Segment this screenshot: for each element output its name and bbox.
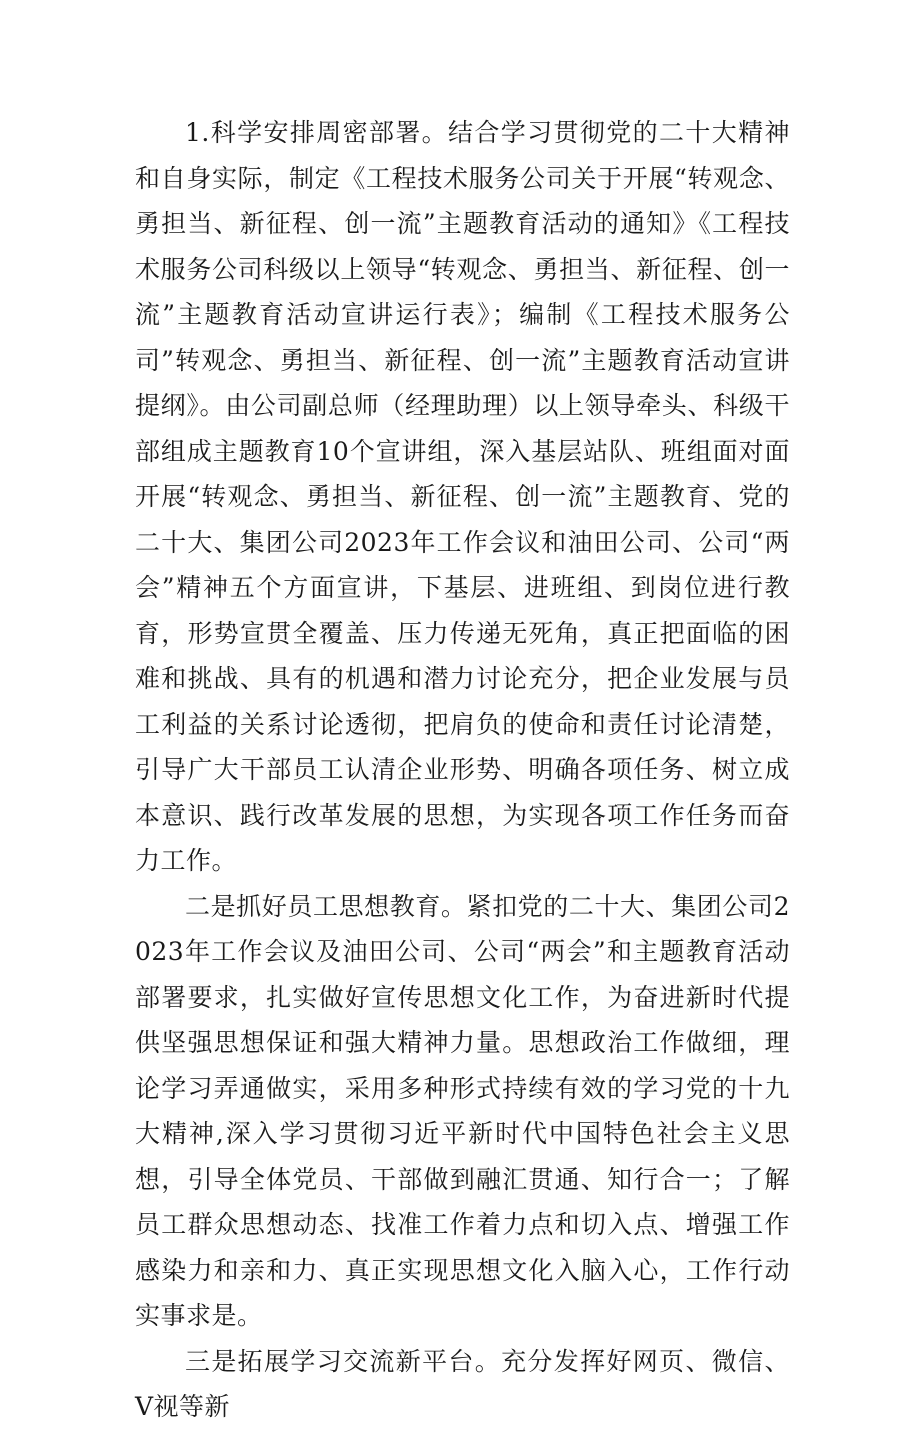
paragraph-deployment: 1.科学安排周密部署。结合学习贯彻党的二十大精神和自身实际，制定《工程技术服务公司关于开展“转观念、勇担当、新征程、创一流”主题教育活动的通知》《工程技术服务公司科级以上领导“转观念、勇担当、新征程、创一流”主题教育活动宣讲运行表》；编制《工程技术服务公司”转观念、勇担当、新征程、创一流”主题教育活动宣讲提纲》。由公司副总师（经理助理）以上领导牵头、科级干部组成主题教育10个宣讲组，深入基层站队、班组面对面开展“转观念、勇担当、新征程、创一流”主题教育、党的二十大、集团公司2023年工作会议和油田公司、公司“两会”精神五个方面宣讲，下基层、进班组、到岗位进行教育，形势宣贯全覆盖、压力传递无死角，真正把面临的困难和挑战、具有的机遇和潜力讨论充分，把企业发展与员工利益的关系讨论透彻，把肩负的使命和责任讨论清楚，引导广大干部员工认清企业形势、明确各项任务、树立成本意识、践行改革发展的思想，为实现各项工作任务而奋力工作。 bbox=[135, 118, 790, 875]
document-body bbox=[135, 110, 790, 1430]
paragraph-thought-education: 二是抓好员工思想教育。紧扣党的二十大、集团公司2023年工作会议及油田公司、公司“两会”和主题教育活动部署要求，扎实做好宣传思想文化工作，为奋进新时代提供坚强思想保证和强大精神力量。思想政治工作做细，理论学习弄通做实，采用多种形式持续有效的学习党的十九大精神,深入学习贯彻习近平新时代中国特色社会主义思想，引导全体党员、干部做到融汇贯通、知行合一；了解员工群众思想动态、找准工作着力点和切入点、增强工作感染力和亲和力、真正实现思想文化入脑入心，工作行动实事求是。 bbox=[135, 891, 790, 1330]
paragraph-learning-platform: 三是拓展学习交流新平台。充分发挥好网页、微信、V视等新 bbox=[135, 1346, 790, 1421]
